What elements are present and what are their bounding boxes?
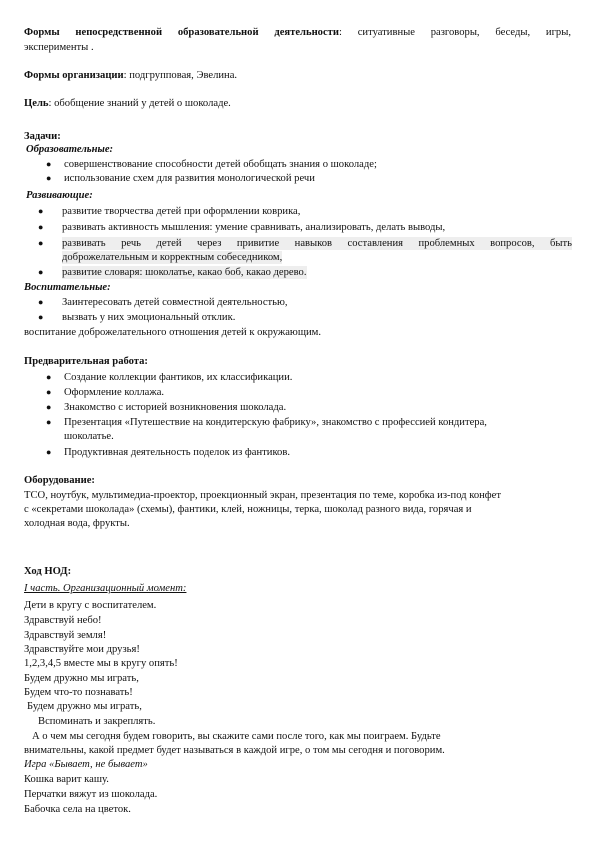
- text-line: Здравствуй небо!: [24, 615, 102, 626]
- list-item: развитие словаря: шоколатье, какао боб, какао дерево.: [62, 267, 307, 278]
- text-line: Вспоминать и закреплять.: [38, 716, 156, 727]
- list-item: Знакомство с историей возникновения шоколада.: [64, 402, 287, 413]
- bullet-icon: ●: [38, 206, 44, 216]
- text-line: Дети в кругу с воспитателем.: [24, 600, 157, 611]
- course-heading: Ход НОД:: [24, 566, 72, 577]
- text-line: внимательны, какой предмет будет называться в каждой игре, о том мы сегодня и поговорим.: [24, 745, 445, 756]
- bullet-icon: ●: [38, 267, 44, 277]
- equipment-line3: холодная вода, фрукты.: [24, 518, 130, 529]
- bullet-icon: ●: [46, 402, 52, 412]
- bullet-icon: ●: [46, 173, 52, 183]
- developing-heading: Развивающие:: [26, 190, 93, 201]
- educational-heading: Образовательные:: [26, 144, 114, 155]
- text-line: Здравствуйте мои друзья!: [24, 644, 140, 655]
- bullet-icon: ●: [46, 447, 52, 457]
- list-item: вызвать у них эмоциональный отклик.: [62, 312, 236, 323]
- text-line: Здравствуй земля!: [24, 630, 107, 641]
- forms-organization: Формы организации: подгрупповая, Эвелина.: [24, 70, 238, 81]
- bullet-icon: ●: [46, 159, 52, 169]
- bullet-icon: ●: [46, 417, 52, 427]
- forms-activity-line1: Формы непосредственной образовательной деятельности: ситуативные разговоры, беседы, игры,: [24, 27, 571, 38]
- upbringing-heading: Воспитательные:: [24, 282, 111, 293]
- equipment-line1: ТСО, ноутбук, мультимедиа-проектор, проекционный экран, презентация по теме, коробка из-под конфет: [24, 490, 501, 501]
- list-item: Оформление коллажа.: [64, 387, 165, 398]
- text-line: 1,2,3,4,5 вместе мы в кругу опять!: [24, 658, 178, 669]
- preliminary-heading: Предварительная работа:: [24, 356, 148, 367]
- list-item: развивать речь детей через привитие навыков составления проблемных вопросов, быть: [62, 238, 572, 249]
- list-item: развитие творчества детей при оформлении коврика,: [62, 206, 301, 217]
- list-item: совершенствование способности детей обобщать знания о шоколаде;: [64, 159, 377, 170]
- text-line: Будем дружно мы играть,: [24, 673, 139, 684]
- list-item: Продуктивная деятельность поделок из фантиков.: [64, 447, 291, 458]
- text-line: Будем дружно мы играть,: [27, 701, 142, 712]
- text-line: Будем что-то познавать!: [24, 687, 133, 698]
- goal: Цель: обобщение знаний у детей о шоколаде.: [24, 98, 231, 109]
- list-item: Заинтересовать детей совместной деятельностью,: [62, 297, 288, 308]
- list-item-continuation: доброжелательным и корректным собеседником,: [62, 252, 283, 263]
- part1-heading: I часть. Организационный момент:: [24, 583, 187, 594]
- text-line: Бабочка села на цветок.: [24, 804, 131, 815]
- bullet-icon: ●: [46, 387, 52, 397]
- list-item: использование схем для развития монологической речи: [64, 173, 315, 184]
- list-item: Создание коллекции фантиков, их классификации.: [64, 372, 293, 383]
- upbringing-extra: воспитание доброжелательного отношения детей к окружающим.: [24, 327, 322, 338]
- game-heading: Игра «Бывает, не бывает»: [24, 759, 148, 770]
- text-line: Кошка варит кашу.: [24, 774, 109, 785]
- equipment-line2: с «секретами шоколада» (схемы), фантики, клей, ножницы, терка, шоколад разного вида, горячая и: [24, 504, 472, 515]
- bullet-icon: ●: [38, 222, 44, 232]
- bullet-icon: ●: [38, 297, 44, 307]
- text-line: А о чем мы сегодня будем говорить, вы скажите сами после того, как мы поиграем. Будьте: [32, 731, 441, 742]
- bullet-icon: ●: [38, 238, 44, 248]
- list-item-continuation: шоколатье.: [64, 431, 114, 442]
- tasks-heading: Задачи:: [24, 131, 61, 142]
- list-item: развивать активность мышления: умение сравнивать, анализировать, делать выводы,: [62, 222, 446, 233]
- list-item: Презентация «Путешествие на кондитерскую фабрику», знакомство с профессией кондитера,: [64, 417, 487, 428]
- equipment-heading: Оборудование:: [24, 475, 95, 486]
- bullet-icon: ●: [46, 372, 52, 382]
- forms-activity-line2: эксперименты .: [24, 42, 94, 53]
- text-line: Перчатки вяжут из шоколада.: [24, 789, 158, 800]
- bullet-icon: ●: [38, 312, 44, 322]
